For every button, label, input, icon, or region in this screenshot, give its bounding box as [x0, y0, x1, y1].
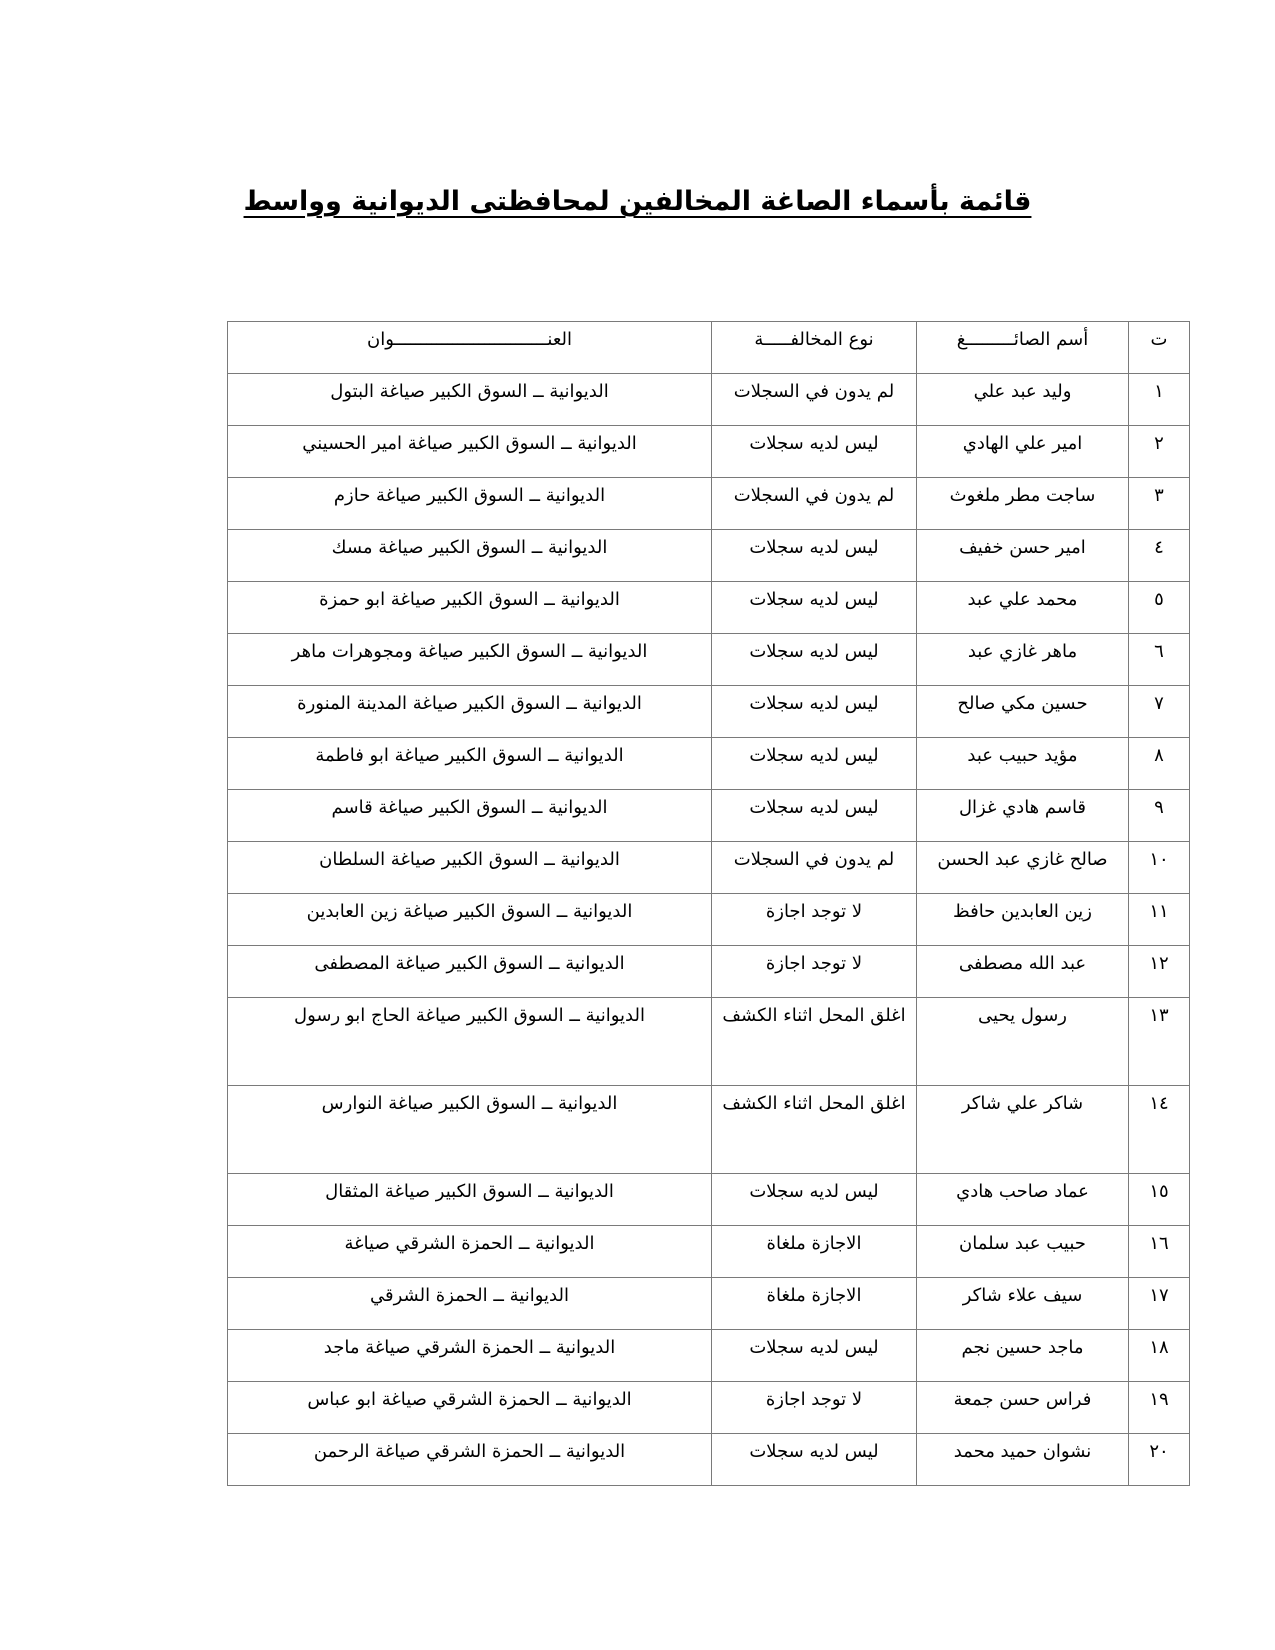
goldsmith-name: وليد عبد علي — [917, 374, 1129, 426]
goldsmith-name: ماهر غازي عبد — [917, 634, 1129, 686]
table-row — [228, 478, 1190, 530]
address: الديوانية ــ الحمزة الشرقي صياغة — [228, 1226, 712, 1278]
row-number: ١٧ — [1129, 1278, 1190, 1330]
address: الديوانية ــ الحمزة الشرقي صياغة الرحمن — [228, 1434, 712, 1486]
table-row — [228, 1382, 1190, 1434]
row-number: ١١ — [1129, 894, 1190, 946]
row-number: ٩ — [1129, 790, 1190, 842]
header-name: أسم الصائـــــــــغ — [917, 322, 1129, 374]
violation-type: ليس لديه سجلات — [712, 582, 917, 634]
address: الديوانية ــ السوق الكبير صياغة البتول — [228, 374, 712, 426]
address: الديوانية ــ السوق الكبير صياغة ابو حمزة — [228, 582, 712, 634]
violation-type: لم يدون في السجلات — [712, 374, 917, 426]
table-row — [228, 1278, 1190, 1330]
address: الديوانية ــ السوق الكبير صياغة المدينة المنورة — [228, 686, 712, 738]
goldsmith-name: قاسم هادي غزال — [917, 790, 1129, 842]
page-title-text: قائمة بأسماء الصاغة المخالفين لمحافظتى الديوانية وواسط — [243, 186, 1032, 217]
row-number: ١٤ — [1129, 1086, 1190, 1174]
address: الديوانية ــ السوق الكبير صياغة النوارس — [228, 1086, 712, 1174]
table-row — [228, 374, 1190, 426]
table-row — [228, 582, 1190, 634]
violation-type: ليس لديه سجلات — [712, 634, 917, 686]
address: الديوانية ــ السوق الكبير صياغة المصطفى — [228, 946, 712, 998]
row-number: ١٦ — [1129, 1226, 1190, 1278]
row-number: ١٢ — [1129, 946, 1190, 998]
goldsmith-name: حبيب عبد سلمان — [917, 1226, 1129, 1278]
goldsmith-name: امير حسن خفيف — [917, 530, 1129, 582]
goldsmith-name: ماجد حسين نجم — [917, 1330, 1129, 1382]
header-address: العنـــــــــــــــــــــــــــــوان — [228, 322, 712, 374]
violation-type: لم يدون في السجلات — [712, 842, 917, 894]
row-number: ١٨ — [1129, 1330, 1190, 1382]
violation-type: ليس لديه سجلات — [712, 790, 917, 842]
address: الديوانية ــ السوق الكبير صياغة امير الحسيني — [228, 426, 712, 478]
violation-type: الاجازة ملغاة — [712, 1278, 917, 1330]
table-row — [228, 1330, 1190, 1382]
header-number: ت — [1129, 322, 1190, 374]
violation-type: ليس لديه سجلات — [712, 1174, 917, 1226]
goldsmith-name: محمد علي عبد — [917, 582, 1129, 634]
table-row — [228, 530, 1190, 582]
goldsmith-name: صالح غازي عبد الحسن — [917, 842, 1129, 894]
row-number: ٦ — [1129, 634, 1190, 686]
row-number: ١٠ — [1129, 842, 1190, 894]
violation-type: ليس لديه سجلات — [712, 530, 917, 582]
goldsmith-name: عماد صاحب هادي — [917, 1174, 1129, 1226]
goldsmith-name: حسين مكي صالح — [917, 686, 1129, 738]
violation-type: ليس لديه سجلات — [712, 686, 917, 738]
table-row — [228, 998, 1190, 1086]
goldsmith-name: شاكر علي شاكر — [917, 1086, 1129, 1174]
address: الديوانية ــ السوق الكبير صياغة ابو فاطمة — [228, 738, 712, 790]
violation-type: لا توجد اجازة — [712, 1382, 917, 1434]
row-number: ١٩ — [1129, 1382, 1190, 1434]
address: الديوانية ــ السوق الكبير صياغة السلطان — [228, 842, 712, 894]
address: الديوانية ــ السوق الكبير صياغة زين العابدين — [228, 894, 712, 946]
page-title — [0, 184, 1275, 220]
goldsmith-name: زين العابدين حافظ — [917, 894, 1129, 946]
address: الديوانية ــ الحمزة الشرقي — [228, 1278, 712, 1330]
violation-type: الاجازة ملغاة — [712, 1226, 917, 1278]
violation-type: لم يدون في السجلات — [712, 478, 917, 530]
table-row — [228, 842, 1190, 894]
violation-type: ليس لديه سجلات — [712, 426, 917, 478]
violation-type: لا توجد اجازة — [712, 894, 917, 946]
table-row — [228, 1086, 1190, 1174]
table-row — [228, 894, 1190, 946]
address: الديوانية ــ السوق الكبير صياغة قاسم — [228, 790, 712, 842]
row-number: ٢ — [1129, 426, 1190, 478]
row-number: ٣ — [1129, 478, 1190, 530]
row-number: ٢٠ — [1129, 1434, 1190, 1486]
goldsmith-name: مؤيد حبيب عبد — [917, 738, 1129, 790]
violation-type: لا توجد اجازة — [712, 946, 917, 998]
row-number: ١ — [1129, 374, 1190, 426]
table-body — [228, 374, 1190, 1486]
goldsmith-name: عبد الله مصطفى — [917, 946, 1129, 998]
address: الديوانية ــ السوق الكبير صياغة حازم — [228, 478, 712, 530]
goldsmith-name: ساجت مطر ملغوث — [917, 478, 1129, 530]
table-row — [228, 686, 1190, 738]
address: الديوانية ــ السوق الكبير صياغة الحاج ابو رسول — [228, 998, 712, 1086]
goldsmith-name: سيف علاء شاكر — [917, 1278, 1129, 1330]
violation-type: اغلق المحل اثناء الكشف — [712, 998, 917, 1086]
table-row — [228, 790, 1190, 842]
address: الديوانية ــ السوق الكبير صياغة ومجوهرات ماهر — [228, 634, 712, 686]
address: الديوانية ــ السوق الكبير صياغة المثقال — [228, 1174, 712, 1226]
goldsmith-name: نشوان حميد محمد — [917, 1434, 1129, 1486]
row-number: ٧ — [1129, 686, 1190, 738]
table-header-row — [228, 322, 1190, 374]
address: الديوانية ــ الحمزة الشرقي صياغة ماجد — [228, 1330, 712, 1382]
table-row — [228, 1174, 1190, 1226]
table-row — [228, 634, 1190, 686]
table-row — [228, 426, 1190, 478]
table-row — [228, 1434, 1190, 1486]
row-number: ١٣ — [1129, 998, 1190, 1086]
table-row — [228, 738, 1190, 790]
goldsmith-name: امير علي الهادي — [917, 426, 1129, 478]
table-row — [228, 946, 1190, 998]
violators-table — [227, 321, 1190, 1486]
row-number: ٤ — [1129, 530, 1190, 582]
header-violation: نوع المخالفـــــة — [712, 322, 917, 374]
row-number: ٨ — [1129, 738, 1190, 790]
table-row — [228, 1226, 1190, 1278]
row-number: ١٥ — [1129, 1174, 1190, 1226]
address: الديوانية ــ الحمزة الشرقي صياغة ابو عباس — [228, 1382, 712, 1434]
address: الديوانية ــ السوق الكبير صياغة مسك — [228, 530, 712, 582]
row-number: ٥ — [1129, 582, 1190, 634]
violation-type: ليس لديه سجلات — [712, 1434, 917, 1486]
violation-type: ليس لديه سجلات — [712, 738, 917, 790]
violation-type: اغلق المحل اثناء الكشف — [712, 1086, 917, 1174]
goldsmith-name: رسول يحيى — [917, 998, 1129, 1086]
violation-type: ليس لديه سجلات — [712, 1330, 917, 1382]
goldsmith-name: فراس حسن جمعة — [917, 1382, 1129, 1434]
